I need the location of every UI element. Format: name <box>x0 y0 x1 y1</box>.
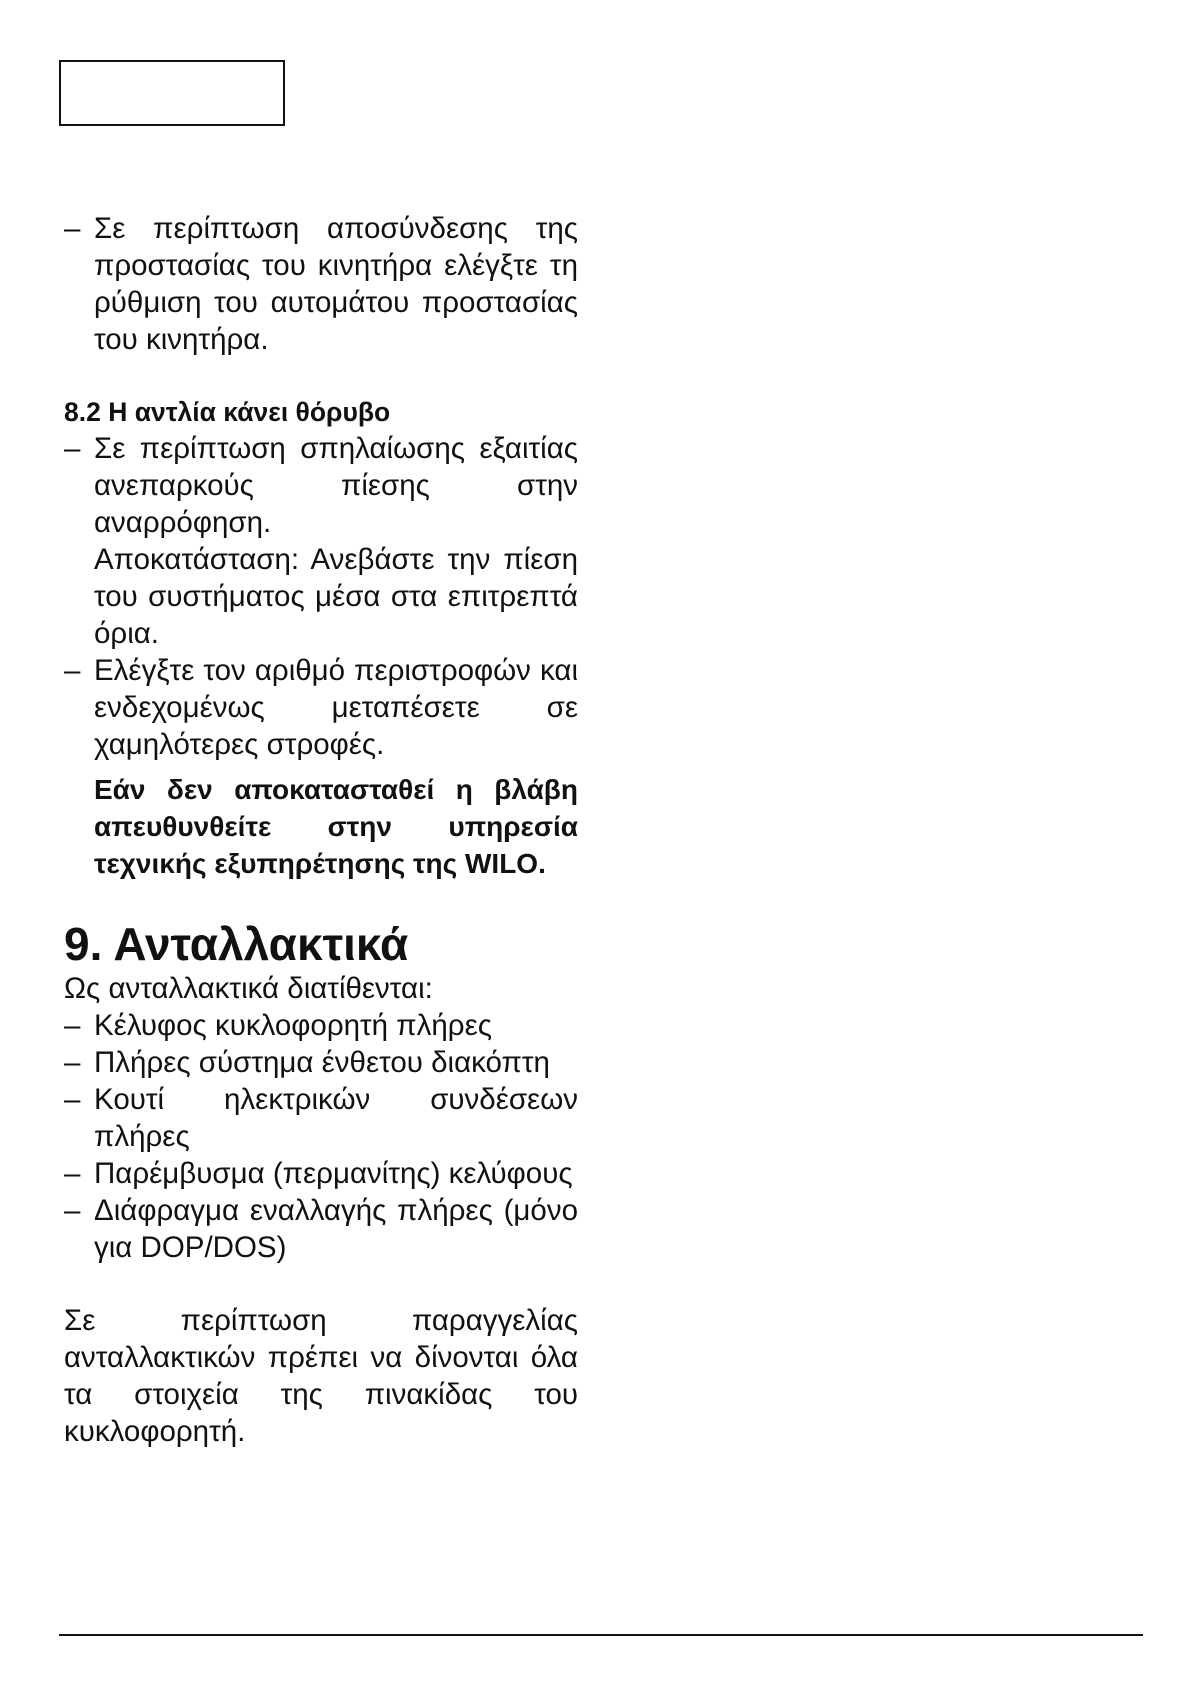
spare-part-label: Κουτί ηλεκτρικών συνδέσεων πλήρες <box>94 1083 578 1153</box>
service-notice: Εάν δεν αποκατασταθεί η βλάβη απευθυνθείτε στην υπηρεσία τεχνικής εξυπηρέτησης της WILO. <box>94 774 578 879</box>
speed-check-item: Ελέγξτε τον αριθμό περιστροφών και ενδεχομένως μεταπέσετε σε χαμηλότερες στροφές. <box>94 654 578 761</box>
list-dash: – <box>64 212 81 245</box>
spare-part-label: Διάφραγμα εναλλαγής πλήρες (μόνο για DOP/DOS) <box>94 1194 578 1264</box>
order-note: Σε περίπτωση παραγγελίας ανταλλακτικών πρέπει να δίνονται όλα τα στοιχεία της πινακίδας του κυκλοφορητή. <box>64 1304 578 1448</box>
spare-part-label: Κέλυφος κυκλοφορητή πλήρες <box>94 1009 492 1042</box>
section-8-2-heading: 8.2 Η αντλία κάνει θόρυβο <box>64 397 391 427</box>
motor-protection-item: Σε περίπτωση αποσύνδεσης της προστασίας του κινητήρα ελέγξτε τη ρύθμιση του αυτομάτου προστασίας του κινητήρα. <box>94 212 578 356</box>
list-dash: – <box>64 1157 81 1190</box>
spare-part-label: Παρέμβυσμα (περμανίτης) κελύφους <box>94 1157 573 1190</box>
list-dash: – <box>64 654 81 687</box>
spare-part-item <box>64 1044 578 1081</box>
list-dash: – <box>64 1046 81 1079</box>
text-column <box>64 210 578 1450</box>
list-item <box>64 430 578 541</box>
spare-part-item <box>64 1007 578 1044</box>
list-dash: – <box>64 432 81 465</box>
list-item <box>64 652 578 763</box>
spare-part-item <box>64 1155 578 1192</box>
spare-part-label: Πλήρες σύστημα ένθετου διακόπτη <box>94 1046 550 1079</box>
spare-parts-intro: Ως ανταλλακτικά διατίθενται: <box>64 972 433 1005</box>
footer-rule <box>59 1634 1143 1636</box>
list-dash: – <box>64 1194 81 1227</box>
spare-part-item <box>64 1192 578 1266</box>
section-9-title: 9. Ανταλλακτικά <box>64 918 409 970</box>
list-item <box>64 210 578 358</box>
list-dash: – <box>64 1083 81 1116</box>
cavitation-remedy: Αποκατάσταση: Ανεβάστε την πίεση του συστήματος μέσα στα επιτρεπτά όρια. <box>94 543 578 650</box>
spare-part-item <box>64 1081 578 1155</box>
header-box <box>59 60 285 126</box>
list-dash: – <box>64 1009 81 1042</box>
cavitation-item: Σε περίπτωση σπηλαίωσης εξαιτίας ανεπαρκούς πίεσης στην αναρρόφηση. <box>94 432 578 539</box>
